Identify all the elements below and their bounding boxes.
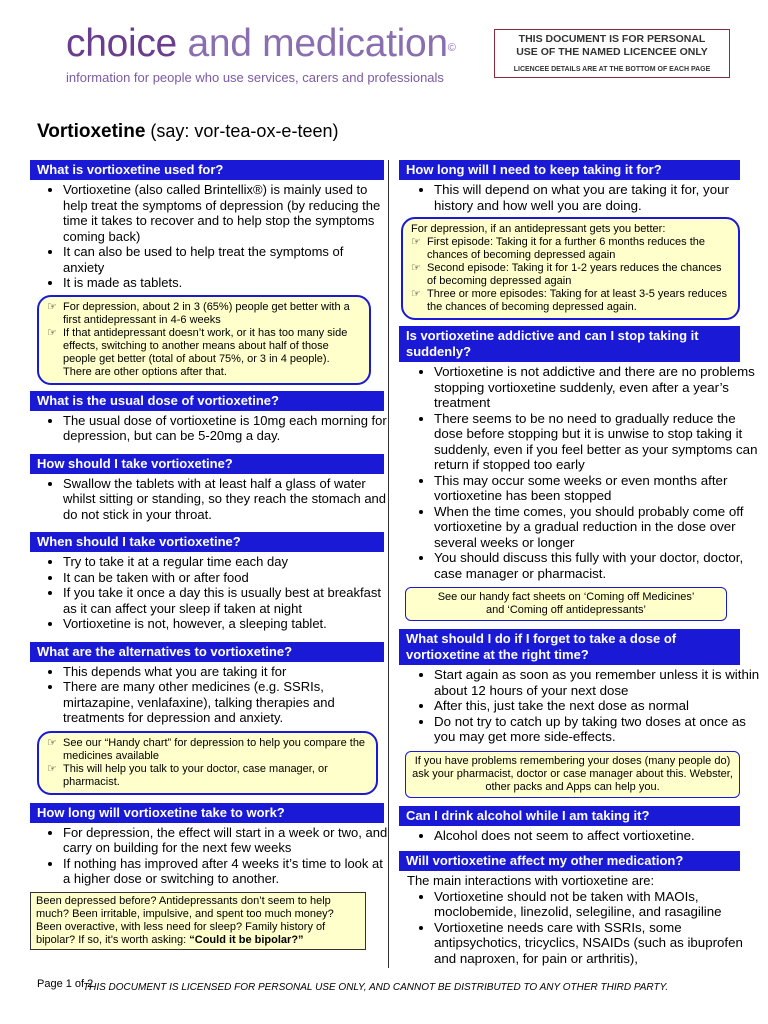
list-item: • Vortioxetine is not, however, a sleeping tablet.	[63, 616, 388, 632]
heading-alternatives: What are the alternatives to vortioxetine?	[30, 642, 384, 662]
list-item: • Do not try to catch up by taking two doses at once as you may get more side-effects.	[434, 714, 767, 745]
heading-keep: How long will I need to keep taking it for?	[399, 160, 740, 180]
list-item: • Vortioxetine should not be taken with MAOIs, moclobemide, linezolid, selegiline, and rasagiline	[434, 889, 767, 920]
page-title	[37, 121, 338, 143]
drug-name: Vortioxetine	[37, 121, 146, 142]
list-item: • You should discuss this fully with your doctor, doctor, case manager or pharmacist.	[434, 550, 767, 581]
tagline: information for people who use services, carers and professionals	[66, 70, 444, 85]
logo-rest: and medication	[176, 22, 448, 65]
note-text: This will help you talk to your doctor, case manager, or pharmacist.	[63, 762, 328, 788]
left-column	[30, 160, 388, 950]
pointing-hand-icon: ☞	[411, 262, 421, 274]
list-item: • Start again as soon as you remember unless it is within about 12 hours of your next dose	[434, 667, 767, 698]
right-column	[399, 160, 767, 966]
licence-box	[494, 29, 730, 78]
heading-dose: What is the usual dose of vortioxetine?	[30, 391, 384, 411]
list-item: • For depression, the effect will start in a week or two, and carry on building for the next few weeks	[63, 825, 388, 856]
list-item: • This depends what you are taking it for	[63, 664, 388, 680]
heading-when: When should I take vortioxetine?	[30, 532, 384, 552]
list-item: • This may occur some weeks or even months after vortioxetine has been stopped	[434, 473, 767, 504]
list-item: • After this, just take the next dose as normal	[434, 698, 767, 714]
other-med-list	[399, 889, 767, 967]
pointing-hand-icon: ☞	[411, 288, 421, 300]
alternatives-list	[30, 664, 388, 726]
list-item: • The usual dose of vortioxetine is 10mg each morning for depression, but can be 5-20mg a day.	[63, 413, 388, 444]
list-item: • Try to take it at a regular time each day	[63, 554, 388, 570]
used-for-list	[30, 182, 388, 291]
heading-how: How should I take vortioxetine?	[30, 454, 384, 474]
note-line: See our handy fact sheets on ‘Coming off Medicines’	[437, 591, 695, 603]
logo-title	[66, 22, 456, 66]
note-text: Second episode: Taking it for 1-2 years reduces the chances of becoming depressed again	[427, 262, 722, 287]
note-text: See our “Handy chart” for depression to help you compare the medicines available	[63, 736, 366, 762]
keep-note	[401, 217, 740, 320]
licence-line-2: USE OF THE NAMED LICENCEE ONLY	[516, 46, 708, 58]
alternatives-note	[37, 731, 378, 795]
heading-other-med: Will vortioxetine affect my other medication?	[399, 851, 740, 871]
list-item: • If you take it once a day this is usually best at breakfast as it can affect your sleep if taken at night	[63, 585, 388, 616]
forget-list	[399, 667, 767, 745]
list-item: • Vortioxetine is not addictive and there are no problems stopping vortioxetine suddenly, even after a year’s treatment	[434, 364, 767, 411]
list-item: • It can be taken with or after food	[63, 570, 388, 586]
pointing-hand-icon: ☞	[47, 300, 57, 313]
bipolar-question: “Could it be bipolar?”	[189, 933, 304, 946]
heading-addictive: Is vortioxetine addictive and can I stop taking it suddenly?	[399, 326, 740, 362]
list-item: • Vortioxetine (also called Brintellix®) is mainly used to help treat the symptoms of depression (by reducing the time it takes to recover and to help stop the symptoms coming back)	[63, 182, 388, 244]
logo-choice: choice	[66, 22, 177, 65]
logo	[66, 22, 456, 85]
list-item: • Swallow the tablets with at least half a glass of water whilst sitting or standing, so they reach the stomach and do not stick in your throat.	[63, 476, 388, 523]
list-item: • There are many other medicines (e.g. SSRIs, mirtazapine, venlafaxine), talking therapies and treatments for depression and anxiety.	[63, 679, 388, 726]
forget-note: If you have problems remembering your doses (many people do) ask your pharmacist, doctor or case manager about this. Webster, other packs and Apps can help you.	[405, 751, 740, 798]
list-item: • This will depend on what you are taking it for, your history and how well you are doing.	[434, 182, 767, 213]
copyright-mark: ©	[447, 42, 456, 54]
work-list	[30, 825, 388, 887]
pointing-hand-icon: ☞	[47, 326, 57, 339]
list-item: • If nothing has improved after 4 weeks it’s time to look at a higher dose or switching to another.	[63, 856, 388, 887]
when-list	[30, 554, 388, 632]
list-item: • It is made as tablets.	[63, 275, 388, 291]
column-divider	[388, 160, 389, 968]
note-text: Three or more episodes: Taking for at least 3-5 years reduces the chances of becoming depressed again.	[427, 288, 728, 313]
note-text: First episode: Taking it for a further 6 months reduces the chances of becoming depressed again	[427, 236, 705, 261]
note-text: If that antidepressant doesn’t work, or it has too many side effects, switching to another means about half of those people get better (total of about 75%, or 3 in 4 people). There are other options after that.	[63, 326, 348, 378]
alcohol-list	[399, 828, 767, 844]
bipolar-box	[30, 892, 366, 950]
pointing-hand-icon: ☞	[47, 736, 57, 749]
list-item: • When the time comes, you should probably come off vortioxetine by a gradual reduction in the dose over several weeks or longer	[434, 504, 767, 551]
heading-used-for: What is vortioxetine used for?	[30, 160, 384, 180]
list-item: • There seems to be no need to gradually reduce the dose before stopping but it is unwise to stop taking it suddenly, even if you feel better as your symptoms can return if stopped too early	[434, 411, 767, 473]
keep-list	[399, 182, 767, 213]
heading-forget: What should I do if I forget to take a dose of vortioxetine at the right time?	[399, 629, 740, 665]
page-number: Page 1 of 2	[37, 978, 94, 990]
note-line: and ‘Coming off antidepressants’	[485, 604, 646, 616]
licence-line-3: LICENCEE DETAILS ARE AT THE BOTTOM OF EACH PAGE	[513, 66, 711, 73]
heading-alcohol: Can I drink alcohol while I am taking it?	[399, 806, 740, 826]
used-for-note	[37, 295, 371, 385]
note-text: For depression, about 2 in 3 (65%) people get better with a first antidepressant in 4-6 weeks	[63, 300, 350, 326]
bipolar-text: Been depressed before? Antidepressants don’t seem to help much? Been irritable, impulsive, and spent too much money? Been overactive, with less need for sleep? Family history of bipolar? If so, it’s worth asking:	[36, 894, 334, 946]
licence-line-1: THIS DOCUMENT IS FOR PERSONAL	[518, 33, 706, 45]
how-list	[30, 476, 388, 523]
footer-notice: THIS DOCUMENT IS LICENSED FOR PERSONAL USE ONLY, AND CANNOT BE DISTRIBUTED TO ANY OTHER THIRD PARTY.	[83, 982, 669, 993]
list-item: • It can also be used to help treat the symptoms of anxiety	[63, 244, 388, 275]
other-med-intro: The main interactions with vortioxetine are:	[407, 873, 655, 888]
addictive-list	[399, 364, 767, 581]
addictive-note	[405, 587, 727, 621]
heading-work: How long will vortioxetine take to work?	[30, 803, 384, 823]
note-intro: For depression, if an antidepressant gets you better:	[411, 223, 666, 235]
dose-list	[30, 413, 388, 444]
pointing-hand-icon: ☞	[411, 236, 421, 248]
pointing-hand-icon: ☞	[47, 762, 57, 775]
pronunciation: (say: vor-tea-ox-e-teen)	[150, 121, 339, 141]
list-item: • Vortioxetine needs care with SSRIs, some antipsychotics, tricyclics, NSAIDs (such as ibuprofen and naproxen, for pain or arthritis),	[434, 920, 767, 967]
list-item: • Alcohol does not seem to affect vortioxetine.	[434, 828, 767, 844]
